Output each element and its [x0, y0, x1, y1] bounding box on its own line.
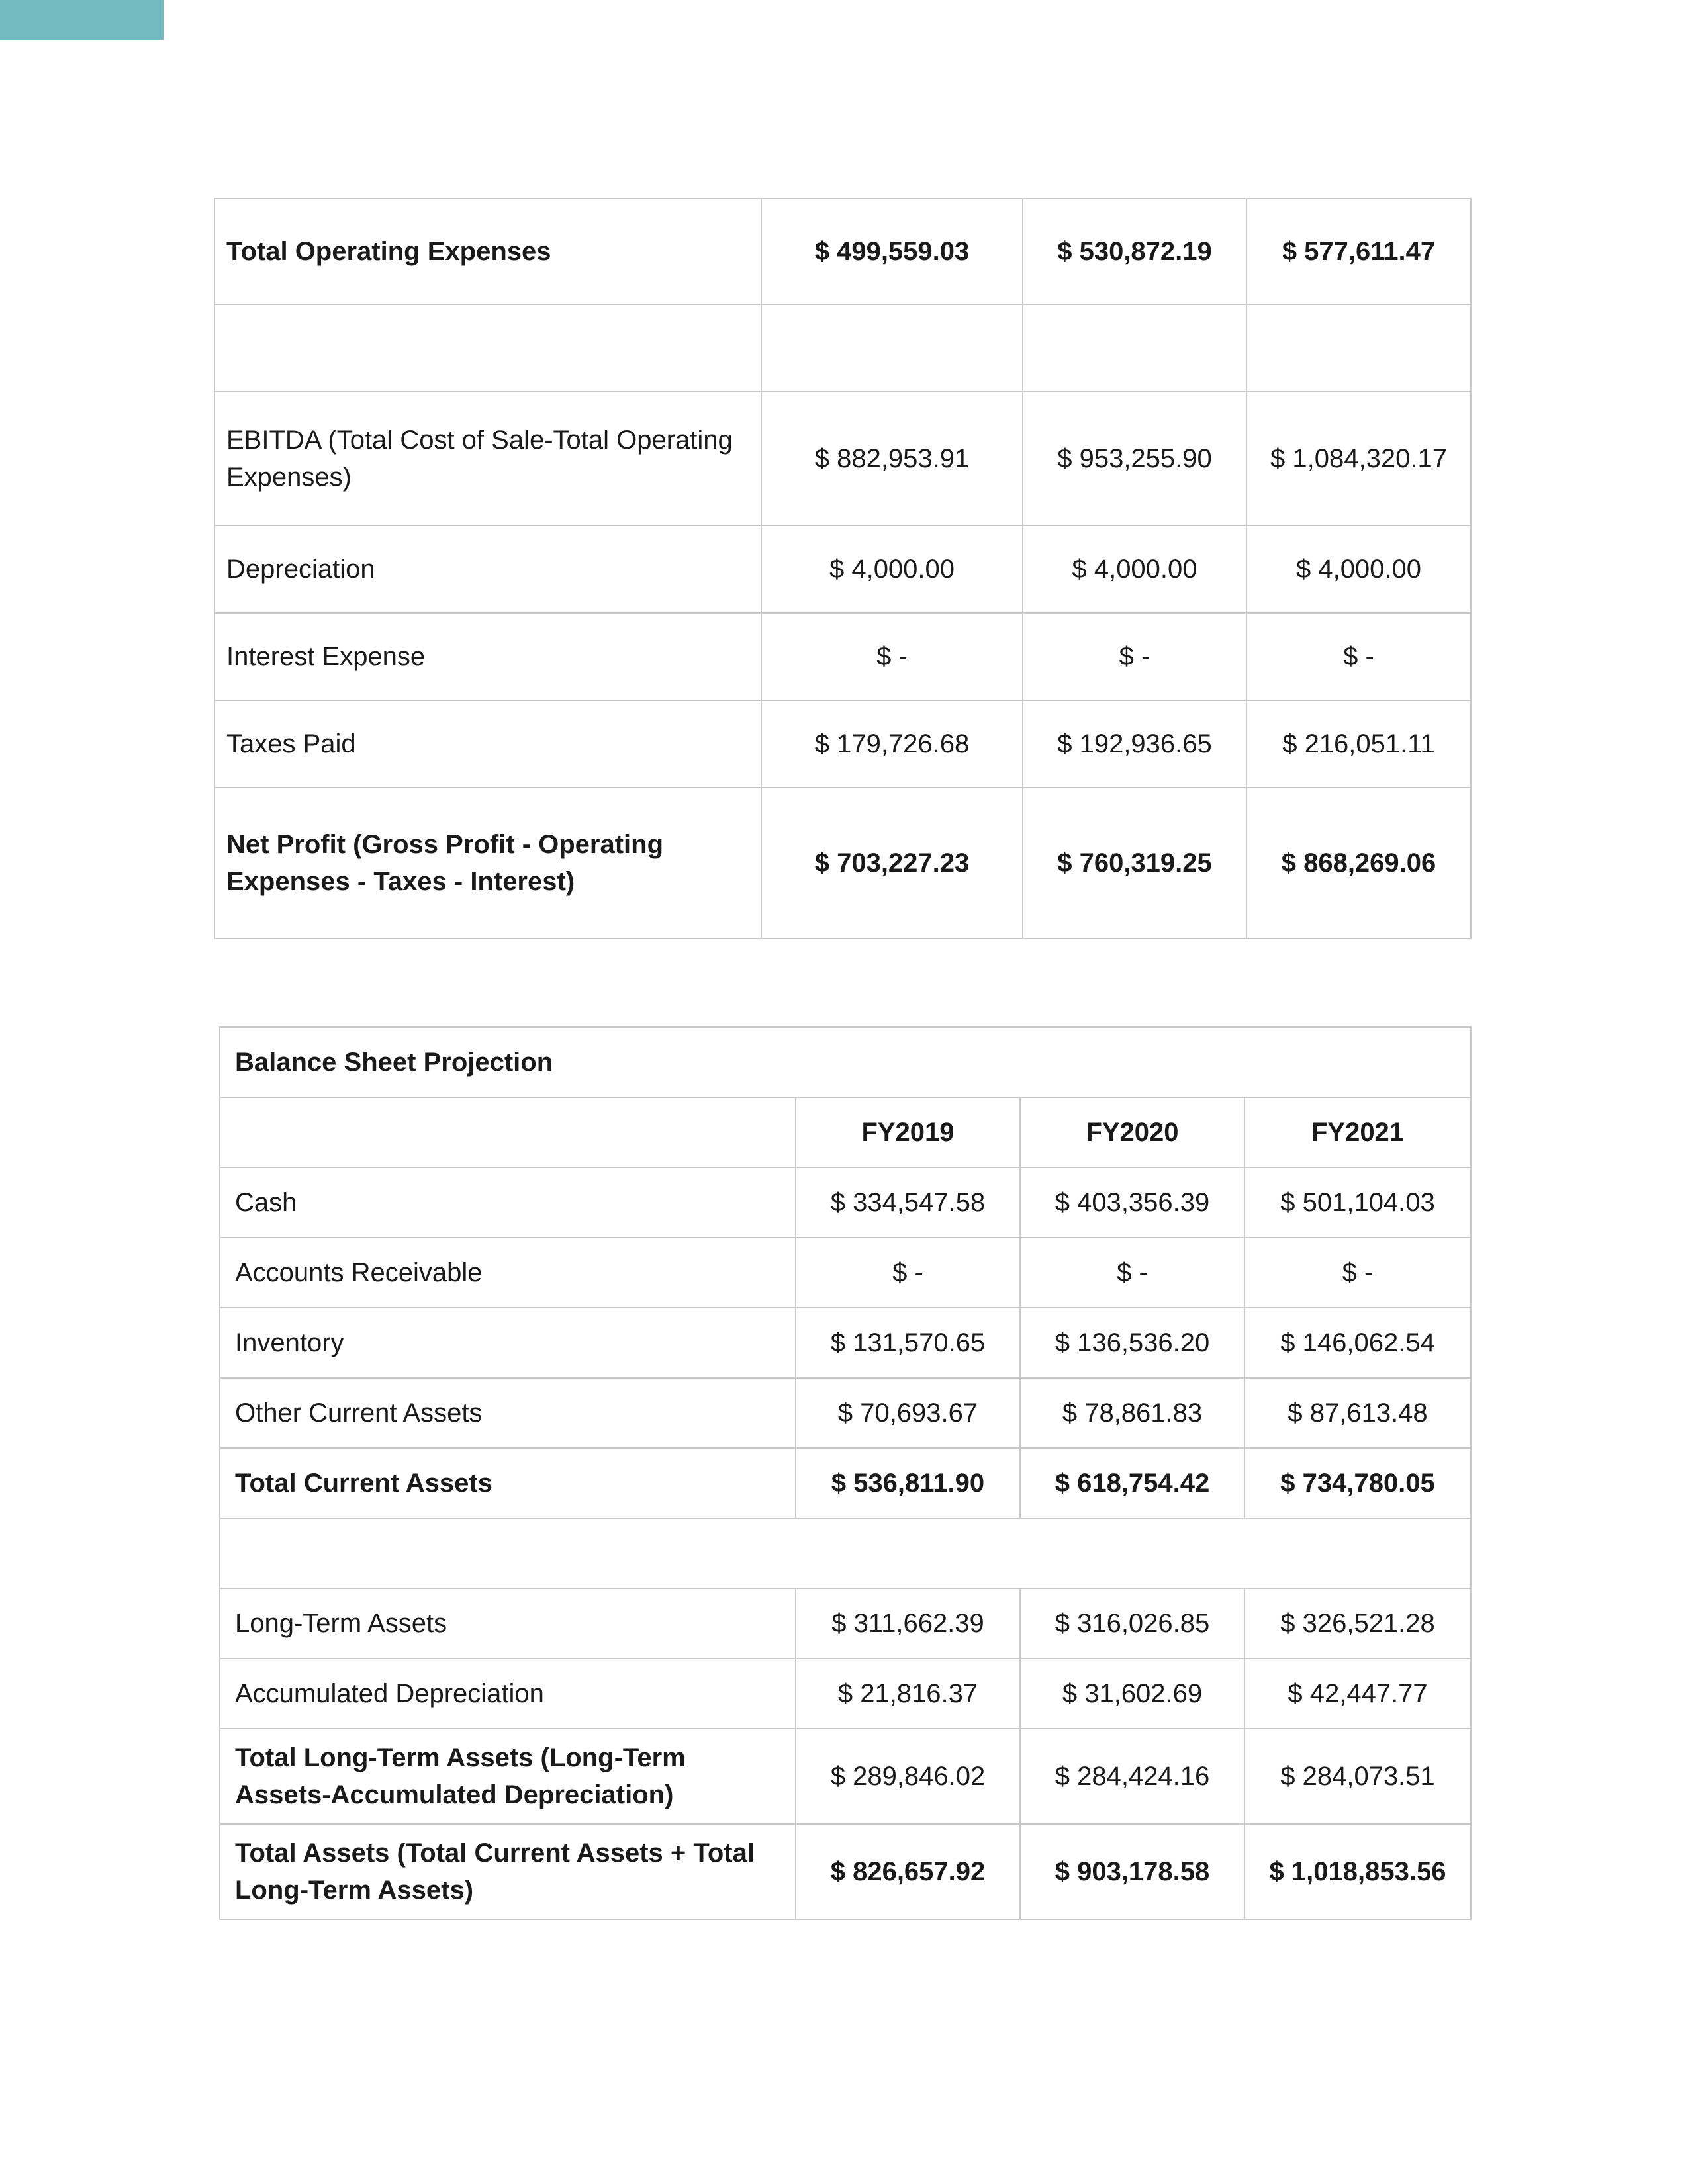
value-cell: $ 289,846.02	[796, 1729, 1020, 1824]
empty-cell	[1023, 304, 1246, 392]
value-cell: $ 4,000.00	[761, 525, 1023, 613]
row-label: Cash	[220, 1167, 796, 1238]
value-cell: $ 499,559.03	[761, 199, 1023, 304]
value-cell: $ 403,356.39	[1020, 1167, 1244, 1238]
corner-accent-tab	[0, 0, 164, 40]
row-label: Inventory	[220, 1308, 796, 1378]
value-cell: $ -	[761, 613, 1023, 700]
value-cell: $ 1,084,320.17	[1246, 392, 1471, 525]
table-row-other-current-assets	[220, 1378, 1471, 1448]
header-cell	[220, 1097, 796, 1167]
table-row-ebitda	[214, 392, 1471, 525]
value-cell: $ 21,816.37	[796, 1659, 1020, 1729]
empty-cell	[220, 1518, 1471, 1588]
value-cell: $ 501,104.03	[1244, 1167, 1471, 1238]
value-cell: $ -	[1023, 613, 1246, 700]
value-cell: $ 703,227.23	[761, 788, 1023, 938]
table-row-long-term-assets	[220, 1588, 1471, 1659]
value-cell: $ 760,319.25	[1023, 788, 1246, 938]
header-cell: FY2019	[796, 1097, 1020, 1167]
row-label: Total Long-Term Assets (Long-Term Assets-Accumulated Depreciation)	[220, 1729, 796, 1824]
value-cell: $ 868,269.06	[1246, 788, 1471, 938]
row-label: EBITDA (Total Cost of Sale-Total Operating Expenses)	[214, 392, 761, 525]
value-cell: $ -	[796, 1238, 1020, 1308]
value-cell: $ 326,521.28	[1244, 1588, 1471, 1659]
table-row-empty	[214, 304, 1471, 392]
table-row-total-assets	[220, 1824, 1471, 1919]
value-cell: $ 42,447.77	[1244, 1659, 1471, 1729]
table-row-inventory	[220, 1308, 1471, 1378]
table-row-depreciation	[214, 525, 1471, 613]
empty-cell	[761, 304, 1023, 392]
table-header-row	[220, 1097, 1471, 1167]
value-cell: $ 31,602.69	[1020, 1659, 1244, 1729]
value-cell: $ 78,861.83	[1020, 1378, 1244, 1448]
value-cell: $ 87,613.48	[1244, 1378, 1471, 1448]
table-row-interest-expense	[214, 613, 1471, 700]
empty-cell	[1246, 304, 1471, 392]
value-cell: $ 192,936.65	[1023, 700, 1246, 788]
value-cell: $ 882,953.91	[761, 392, 1023, 525]
value-cell: $ -	[1020, 1238, 1244, 1308]
value-cell: $ 530,872.19	[1023, 199, 1246, 304]
table-row-accumulated-depreciation	[220, 1659, 1471, 1729]
value-cell: $ 734,780.05	[1244, 1448, 1471, 1518]
value-cell: $ 146,062.54	[1244, 1308, 1471, 1378]
table-row-cash	[220, 1167, 1471, 1238]
row-label: Depreciation	[214, 525, 761, 613]
value-cell: $ 136,536.20	[1020, 1308, 1244, 1378]
header-cell: FY2021	[1244, 1097, 1471, 1167]
table-title: Balance Sheet Projection	[220, 1027, 1471, 1097]
empty-cell	[214, 304, 761, 392]
value-cell: $ -	[1244, 1238, 1471, 1308]
value-cell: $ 4,000.00	[1246, 525, 1471, 613]
value-cell: $ 4,000.00	[1023, 525, 1246, 613]
table-row-net-profit	[214, 788, 1471, 938]
row-label: Other Current Assets	[220, 1378, 796, 1448]
value-cell: $ 316,026.85	[1020, 1588, 1244, 1659]
value-cell: $ 334,547.58	[796, 1167, 1020, 1238]
value-cell: $ 311,662.39	[796, 1588, 1020, 1659]
value-cell: $ -	[1246, 613, 1471, 700]
row-label: Total Operating Expenses	[214, 199, 761, 304]
income-statement-table	[214, 198, 1472, 939]
value-cell: $ 216,051.11	[1246, 700, 1471, 788]
value-cell: $ 131,570.65	[796, 1308, 1020, 1378]
row-label: Accumulated Depreciation	[220, 1659, 796, 1729]
row-label: Accounts Receivable	[220, 1238, 796, 1308]
table-row-taxes-paid	[214, 700, 1471, 788]
value-cell: $ 284,424.16	[1020, 1729, 1244, 1824]
value-cell: $ 536,811.90	[796, 1448, 1020, 1518]
value-cell: $ 618,754.42	[1020, 1448, 1244, 1518]
table-row-total-current-assets	[220, 1448, 1471, 1518]
table-row-total-operating-expenses	[214, 199, 1471, 304]
table-title-row	[220, 1027, 1471, 1097]
table-row-accounts-receivable	[220, 1238, 1471, 1308]
value-cell: $ 284,073.51	[1244, 1729, 1471, 1824]
value-cell: $ 1,018,853.56	[1244, 1824, 1471, 1919]
row-label: Taxes Paid	[214, 700, 761, 788]
value-cell: $ 953,255.90	[1023, 392, 1246, 525]
row-label: Total Current Assets	[220, 1448, 796, 1518]
balance-sheet-table	[219, 1026, 1472, 1920]
value-cell: $ 826,657.92	[796, 1824, 1020, 1919]
value-cell: $ 70,693.67	[796, 1378, 1020, 1448]
value-cell: $ 577,611.47	[1246, 199, 1471, 304]
table-row-total-long-term-assets	[220, 1729, 1471, 1824]
row-label: Net Profit (Gross Profit - Operating Expenses - Taxes - Interest)	[214, 788, 761, 938]
value-cell: $ 903,178.58	[1020, 1824, 1244, 1919]
table-row-empty	[220, 1518, 1471, 1588]
value-cell: $ 179,726.68	[761, 700, 1023, 788]
header-cell: FY2020	[1020, 1097, 1244, 1167]
row-label: Long-Term Assets	[220, 1588, 796, 1659]
row-label: Interest Expense	[214, 613, 761, 700]
row-label: Total Assets (Total Current Assets + Total Long-Term Assets)	[220, 1824, 796, 1919]
